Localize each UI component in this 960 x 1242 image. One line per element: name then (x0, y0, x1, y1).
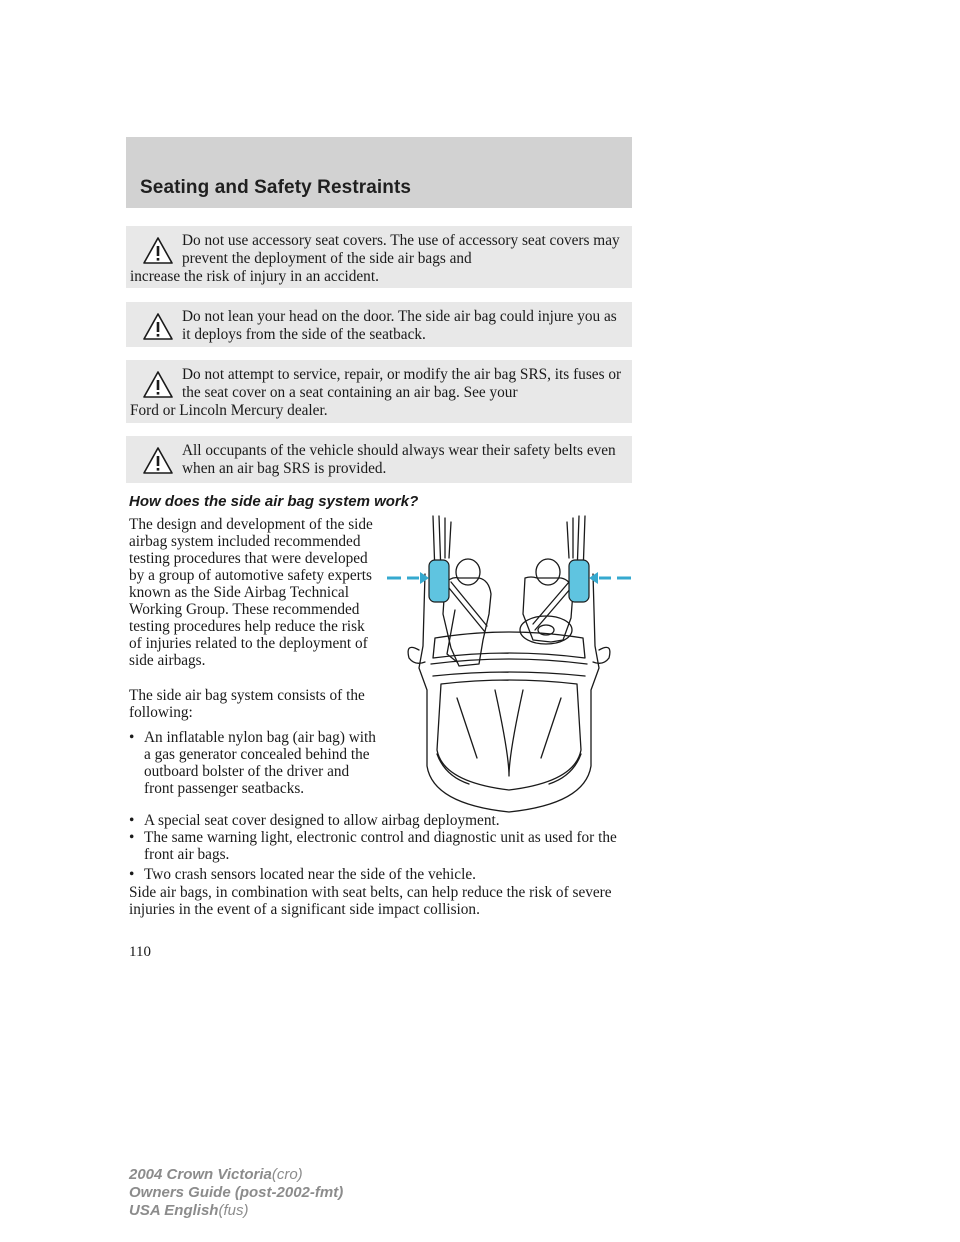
footer-model-code: (cro) (271, 1166, 303, 1183)
document-footer (129, 1166, 343, 1220)
warning-box-3 (126, 360, 632, 423)
left-occupant-head (456, 559, 480, 585)
list-item-text: Two crash sensors located near the side of the vehicle. (144, 866, 476, 883)
warning-box-1 (126, 226, 632, 288)
bullet-glyph: • (129, 812, 135, 829)
footer-language: USA English (129, 1202, 219, 1219)
bullet-glyph: • (129, 829, 135, 846)
bullet-glyph: • (129, 866, 135, 883)
page-number: 110 (129, 944, 151, 960)
cowl-line (433, 672, 585, 676)
hood-crease (457, 698, 477, 758)
section-heading: How does the side air bag system work? (129, 493, 419, 510)
left-pillar-line (449, 522, 451, 558)
hood-crease (541, 698, 561, 758)
warning-text: Do not attempt to service, repair, or modify the air bag SRS, its fuses or the seat cover on a seat containing an air bag. See your (182, 366, 622, 401)
list-item-text: The same warning light, electronic control and diagnostic unit as used for the front air bags. (144, 829, 617, 863)
dashboard (433, 632, 585, 658)
right-airbag (569, 560, 589, 602)
right-occupant-belt (535, 588, 571, 630)
warning-triangle-icon (142, 370, 174, 400)
left-airbag (429, 560, 449, 602)
right-occupant-head (536, 559, 560, 585)
bullet-glyph: • (129, 729, 135, 746)
right-occupant-belt (533, 582, 569, 624)
footer-guide: Owners Guide (post-2002-fmt) (129, 1184, 344, 1201)
warning-text: Do not use accessory seat covers. The use of accessory seat covers may prevent the deployment of the side air bags and (182, 232, 620, 267)
warning-box-4 (126, 436, 632, 483)
list-item-text: An inflatable nylon bag (air bag) with a gas generator concealed behind the outboard bolster of the driver and front passenger seatbacks. (144, 729, 376, 797)
warning-box-2 (126, 302, 632, 347)
warning-triangle-icon (142, 236, 174, 266)
components-intro: The side air bag system consists of the following: (129, 687, 365, 721)
list-item-text: A special seat cover designed to allow airbag deployment. (144, 812, 500, 829)
warning-text: All occupants of the vehicle should always wear their safety belts even when an air bag SRS is provided. (182, 442, 616, 477)
footer-line-1 (129, 1166, 343, 1184)
warning-text-continued: increase the risk of injury in an accident. (130, 268, 379, 285)
intro-paragraph: The design and development of the side airbag system included recommended testing procedures that were developed by a group of automotive safety experts known as the Side Airbag Technical Working Group. These recommended testing procedures help reduce the risk of injuries related to the deployment of side airbags. (129, 516, 373, 669)
warning-text: Do not lean your head on the door. The side air bag could injure you as it deploys from the side of the seatback. (182, 308, 617, 343)
side-airbag-vehicle-diagram (385, 514, 635, 814)
footer-line-3 (129, 1202, 343, 1220)
list-item (129, 866, 639, 883)
closing-paragraph: Side air bags, in combination with seat belts, can help reduce the risk of severe injuries in the event of a significant side impact collision. (129, 884, 612, 918)
right-pillar-line (567, 522, 569, 558)
warning-triangle-icon (142, 446, 174, 476)
section-header-band (126, 137, 632, 208)
left-occupant-belt (451, 582, 487, 626)
footer-line-2 (129, 1184, 343, 1202)
list-item (129, 729, 381, 797)
hood-center-crease (495, 690, 523, 776)
list-item (129, 829, 639, 863)
list-item (129, 812, 639, 829)
steering-wheel (520, 616, 572, 644)
warning-text-continued: Ford or Lincoln Mercury dealer. (130, 402, 328, 419)
warning-triangle-icon (142, 312, 174, 342)
footer-language-code: (fus) (218, 1202, 249, 1219)
page-title: Seating and Safety Restraints (140, 177, 412, 198)
footer-model: 2004 Crown Victoria (129, 1166, 272, 1183)
